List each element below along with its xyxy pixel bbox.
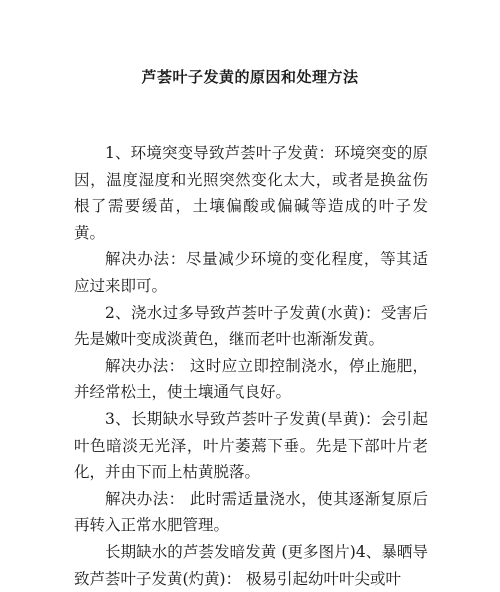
paragraph-7: 长期缺水的芦荟发暗发黄 (更多图片)4、暴晒导致芦荟叶子发黄(灼黄)： 极易引起幼叶叶尖或叶 <box>74 542 428 588</box>
paragraph-1: 1、环境突变导致芦荟叶子发黄：环境突变的原因，温度湿度和光照突然变化太大，或者是换盆伤根了需要缓苗，土壤偏酸或偏碱等造成的叶子发黄。 <box>74 144 428 242</box>
paragraph-3: 2、浇水过多导致芦荟叶子发黄(水黄)：受害后先是嫩叶变成淡黄色，继而老叶也渐渐发黄。 <box>74 303 428 349</box>
paragraph-2: 解决办法：尽量减少环境的变化程度，等其适应过来即可。 <box>74 250 428 295</box>
paragraph-4: 解决办法： 这时应立即控制浇水，停止施肥，并经常松土，使土壤通气良好。 <box>74 356 428 402</box>
document-title: 芦荟叶子发黄的原因和处理方法 <box>141 68 359 86</box>
document-body <box>74 140 428 592</box>
paragraph-5: 3、长期缺水导致芦荟叶子发黄(旱黄)：会引起叶色暗淡无光泽，叶片萎蔫下垂。先是下部叶片老化，并由下而上枯黄脱落。 <box>74 409 428 482</box>
paragraph-6: 解决办法： 此时需适量浇水，使其逐渐复原后再转入正常水肥管理。 <box>74 489 428 535</box>
